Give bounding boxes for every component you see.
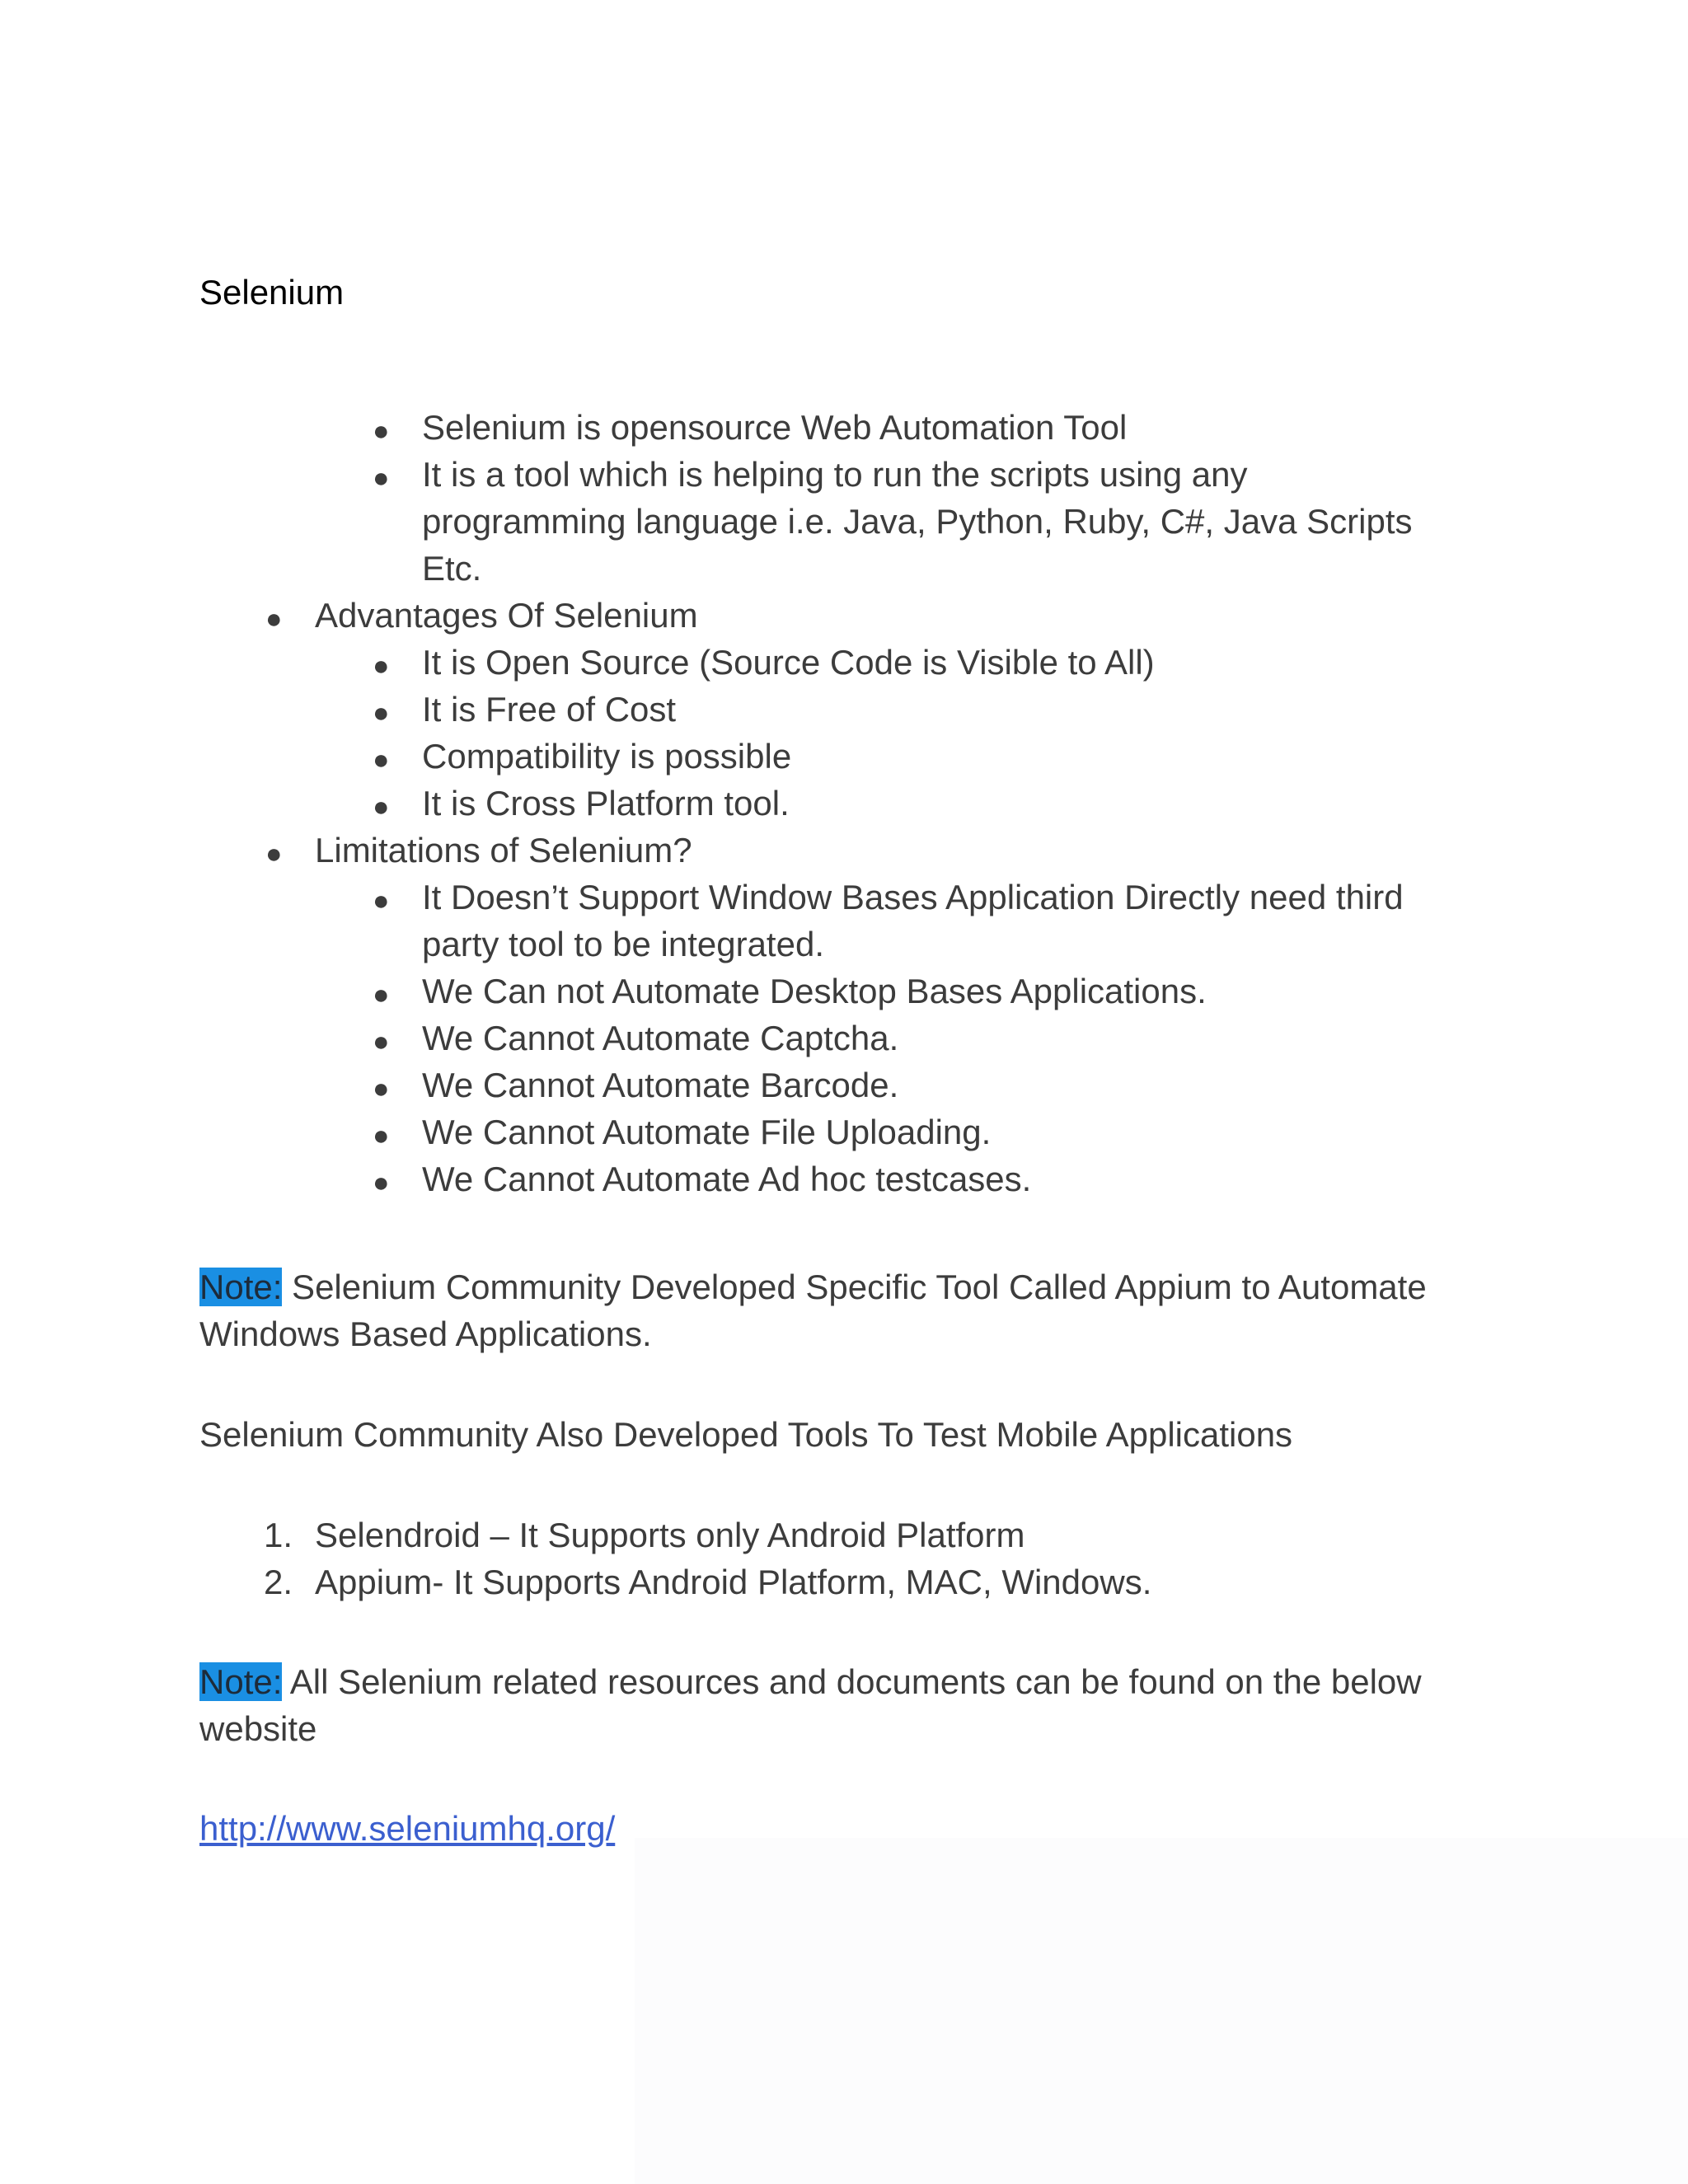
list-number: 2. — [264, 1563, 293, 1601]
bullet-icon: ● — [373, 462, 390, 494]
page-shade — [635, 1838, 1688, 2184]
bullet-icon: ● — [373, 979, 390, 1010]
bullet-icon: ● — [373, 744, 390, 776]
limitation-item: We Cannot Automate Ad hoc testcases. — [422, 1160, 1032, 1198]
list-number: 1. — [264, 1516, 293, 1554]
bullet-icon: ● — [373, 1120, 390, 1151]
note-text-continuation: Windows Based Applications. — [199, 1315, 652, 1353]
limitation-item: We Can not Automate Desktop Bases Applications. — [422, 972, 1207, 1010]
intro-item: It is a tool which is helping to run the scripts using any — [422, 455, 1248, 494]
bullet-icon: ● — [373, 1073, 390, 1104]
limitation-item: It Doesn’t Support Window Bases Application Directly need third — [422, 878, 1404, 916]
bullet-icon: ● — [373, 415, 390, 447]
advantage-item: It is Cross Platform tool. — [422, 784, 790, 823]
note-text-continuation: website — [199, 1709, 317, 1748]
limitations-heading: Limitations of Selenium? — [315, 831, 692, 869]
note-paragraph — [199, 1658, 1422, 1706]
intro-item-continuation: Etc. — [422, 549, 482, 588]
limitation-item-continuation: party tool to be integrated. — [422, 925, 824, 963]
bullet-icon: ● — [373, 1167, 390, 1198]
intro-item-continuation: programming language i.e. Java, Python, Ruby, C#, Java Scripts — [422, 502, 1413, 541]
document-title: Selenium — [199, 273, 345, 312]
bullet-icon: ● — [265, 838, 283, 869]
advantage-item: It is Open Source (Source Code is Visible to All) — [422, 643, 1155, 682]
limitation-item: We Cannot Automate File Uploading. — [422, 1113, 992, 1151]
mobile-tool-item: Appium- It Supports Android Platform, MAC, Windows. — [315, 1563, 1152, 1601]
advantages-heading: Advantages Of Selenium — [315, 596, 698, 635]
bullet-icon: ● — [265, 603, 283, 635]
note-label: Note: — [199, 1662, 283, 1701]
note-paragraph — [199, 1263, 1427, 1311]
mobile-tool-item: Selendroid – It Supports only Android Platform — [315, 1516, 1025, 1554]
note-text: All Selenium related resources and documents can be found on the below — [282, 1662, 1422, 1701]
bullet-icon: ● — [373, 1026, 390, 1057]
mobile-intro: Selenium Community Also Developed Tools To Test Mobile Applications — [199, 1415, 1293, 1454]
bullet-icon: ● — [373, 791, 390, 823]
bullet-icon: ● — [373, 697, 390, 729]
note-text: Selenium Community Developed Specific Tool Called Appium to Automate — [282, 1268, 1427, 1306]
intro-item: Selenium is opensource Web Automation Tool — [422, 408, 1128, 447]
advantage-item: Compatibility is possible — [422, 737, 792, 776]
bullet-icon: ● — [373, 650, 390, 682]
bullet-icon: ● — [373, 885, 390, 916]
limitation-item: We Cannot Automate Captcha. — [422, 1019, 899, 1057]
note-label: Note: — [199, 1268, 283, 1306]
selenium-website-link[interactable]: http://www.seleniumhq.org/ — [199, 1809, 616, 1848]
advantage-item: It is Free of Cost — [422, 690, 677, 729]
limitation-item: We Cannot Automate Barcode. — [422, 1066, 899, 1104]
